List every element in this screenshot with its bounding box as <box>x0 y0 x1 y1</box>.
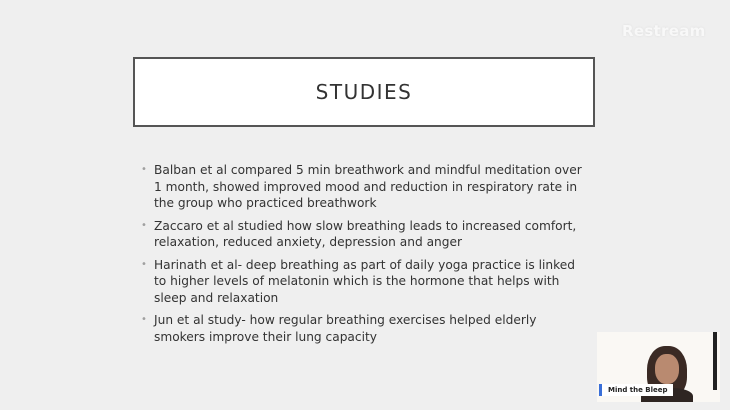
bullet-item <box>138 312 588 345</box>
restream-watermark: Restream <box>622 22 706 40</box>
bullet-item <box>138 257 588 307</box>
bullet-text: Balban et al compared 5 min breathwork and mindful meditation over 1 month, showed improved mood and reduction in respiratory rate in the group who practiced breathwork <box>154 163 582 210</box>
presenter-face <box>655 354 679 384</box>
bullet-item <box>138 218 588 251</box>
bullet-icon: • <box>141 314 147 325</box>
bullet-text: Jun et al study- how regular breathing exercises helped elderly smokers improve their lung capacity <box>154 313 537 344</box>
webcam-overlay <box>597 332 720 402</box>
background-frame <box>713 332 717 390</box>
bullet-list <box>138 162 588 351</box>
bullet-icon: • <box>141 164 147 175</box>
bullet-text: Zaccaro et al studied how slow breathing leads to increased comfort, relaxation, reduced anxiety, depression and anger <box>154 218 577 249</box>
bullet-icon: • <box>141 258 147 270</box>
slide-title-box <box>133 57 595 127</box>
bullet-item <box>138 162 588 212</box>
slide-title: STUDIES <box>315 80 413 104</box>
bullet-text: Harinath et al- deep breathing as part of daily yoga practice is linked to higher levels of melatonin which is the hormone that helps with sleep and relaxation <box>154 257 575 305</box>
bullet-icon: • <box>141 219 147 231</box>
presenter-name-tag: Mind the Bleep <box>599 384 673 396</box>
